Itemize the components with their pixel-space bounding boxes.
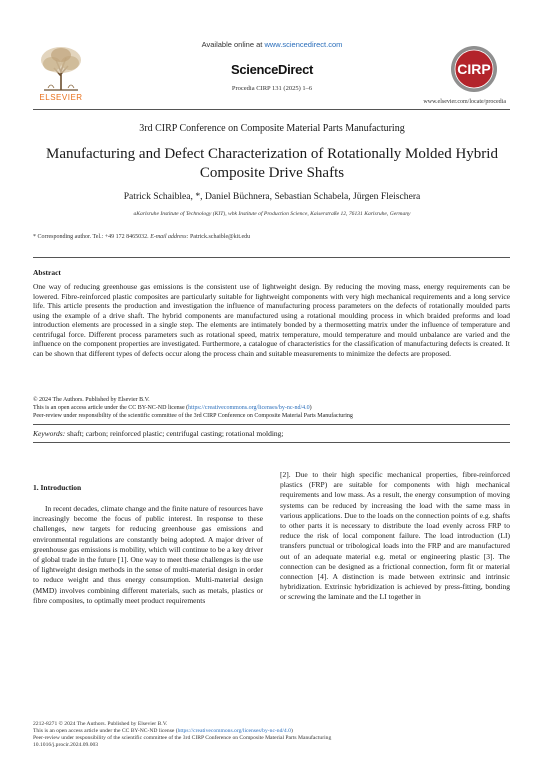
- author-list: [0, 191, 544, 202]
- license-prefix: This is an open access article under the CC BY-NC-ND license (: [33, 405, 189, 411]
- abstract-top-rule: [33, 257, 510, 258]
- conference-name: 3rd CIRP Conference on Composite Material Parts Manufacturing: [139, 123, 405, 134]
- abstract-heading: Abstract: [33, 268, 61, 277]
- cirp-logo-icon: [446, 44, 502, 94]
- footer-license-link[interactable]: https://creativecommons.org/licenses/by-nc-nd/4.0: [177, 728, 291, 734]
- keywords-label: Keywords:: [33, 429, 66, 438]
- journal-citation: Procedia CIRP 131 (2025) 1–6: [231, 85, 313, 92]
- license-line: [33, 405, 510, 412]
- copyright-line: © 2024 The Authors. Published by Elsevier B.V.: [33, 397, 150, 403]
- peer-review-line: Peer-review under responsibility of the scientific committee of the 3rd CIRP Conference on Composite Material Parts Manufacturing: [33, 413, 353, 419]
- keywords-line: [33, 429, 510, 438]
- keywords-text: shaft; carbon; reinforced plastic; centrifugal casting; rotational molding;: [65, 429, 284, 438]
- keywords-top-rule: [33, 424, 510, 425]
- footer-doi[interactable]: 10.1016/j.procir.2024.09.003: [33, 742, 99, 748]
- footer-peer-review-line: Peer-review under responsibility of the scientific committee of the 3rd CIRP Conference on Composite Material Parts Manufacturing: [33, 735, 332, 741]
- sciencedirect-link[interactable]: www.sciencedirect.com: [264, 40, 343, 49]
- keywords-bottom-rule: [33, 442, 510, 443]
- corresponding-author: [33, 234, 513, 240]
- footer-license-line: [33, 728, 510, 735]
- email-label: E-mail address:: [150, 234, 189, 240]
- license-link[interactable]: https://creativecommons.org/licenses/by-nc-nd/4.0: [188, 405, 310, 411]
- email-address[interactable]: Patrick.schaible@kit.edu: [188, 234, 251, 240]
- footer-issn-line: 2212-8271 © 2024 The Authors. Published by Elsevier B.V.: [33, 721, 168, 727]
- journal-url[interactable]: www.elsevier.com/locate/procedia: [423, 99, 506, 105]
- affiliation: aKarlsruhe Institute of Technology (KIT), wbk Institute of Production Science, Kaiserstraße 12, 76131 Karlsruhe, Germany: [133, 211, 411, 217]
- intro-right-column: [2]. Due to their high specific mechanical properties, fibre-reinforced plastics (FRP) are suitable for components with high mechanical requirements and low mass. As a result, the energy consumption of moving systems can be reduced by increasing the load with the same mass in various applications. Due to the loads on the connection points of e.g. shafts to other parts it is necessary to distribute the load evenly across FRP to reduce the risk of local component failure. The load introduction (LI) transfers punctual or tribological loads into the FRP and are manufactured out of an adequate material e.g. metal or engineering plastic [3]. The connection can be designed as a frictional connection, form fit or material connection [4]. A distinction is made between extrinsic and intrinsic hybridization. Extrinsic hybridization is achieved by press-fitting, bonding or screwing the laminate and the LI together in: [280, 470, 510, 602]
- abstract-text: One way of reducing greenhouse gas emissions is the consistent use of lightweight design. By reducing the moving mass, energy requirements can be lowered. Fibre-reinforced plastic composites are particularly suitable for lightweight components with very high mechanical requirements and a long service life. This article presents the production and investigation the influence of manufacturing process parameters on the defects of rotationally moulded parts using the example of a drive shaft. The hybrid components are manufactured using a rotational moulding process in which braided preforms and load introduction elements are processed in a single step. The elements are intimately bonded by a thermosetting matrix under the influence of temperature and centrifugal force. Different process parameters such as rotational speed, matrix temperature, mould temperature and mould unbalance are varied and the influence on the component properties are investigated. Furthermore, a catalogue of characteristics for the classification of manufacturing defects is created. It can be shown that different types of defects occur along the process chain and suitable measurements to minimize the defects are proposed.: [33, 282, 510, 358]
- corresponding-prefix: * Corresponding author. Tel.: +49 172 8465032.: [33, 234, 151, 240]
- paper-title: Manufacturing and Defect Characterization of Rotationally Molded Hybrid Composite Drive Shafts: [46, 146, 498, 181]
- sciencedirect-brand: ScienceDirect: [230, 62, 314, 77]
- header-rule: [33, 109, 510, 110]
- license-suffix: ): [309, 405, 312, 411]
- page-footer: [33, 721, 510, 749]
- available-online-text: Available online at: [201, 40, 265, 49]
- intro-left-column: [33, 504, 263, 606]
- elsevier-wordmark: ELSEVIER: [39, 93, 83, 102]
- footer-license-prefix: This is an open access article under the CC BY-NC-ND license (: [33, 728, 178, 734]
- cirp-logo-text: CIRP: [457, 61, 491, 77]
- author-line: Patrick Schaiblea, *, Daniel Büchnera, Sebastian Schabela, Jürgen Fleischera: [123, 191, 421, 202]
- section-heading-introduction: 1. Introduction: [33, 483, 82, 492]
- footer-license-suffix: ): [290, 728, 293, 734]
- intro-left-text: In recent decades, climate change and the finite nature of resources have increasingly become the focus of public interest. In response to these challenges, new targets for reducing greenhouse gas emissions and environmental regulations are constantly being adopted. A major driver of greenhouse gas emissions is mobility, which will continue to be a key driver of global trade in the future [1]. One way to meet these challenges is the use of lightweight design methods in the sense of multi-material design in order to reduce weight and thus energy consumption. Multi-material design (MMD) involves combining different materials, such as metals, plastics or fibre composites, to optimally meet product requirements: [33, 504, 263, 605]
